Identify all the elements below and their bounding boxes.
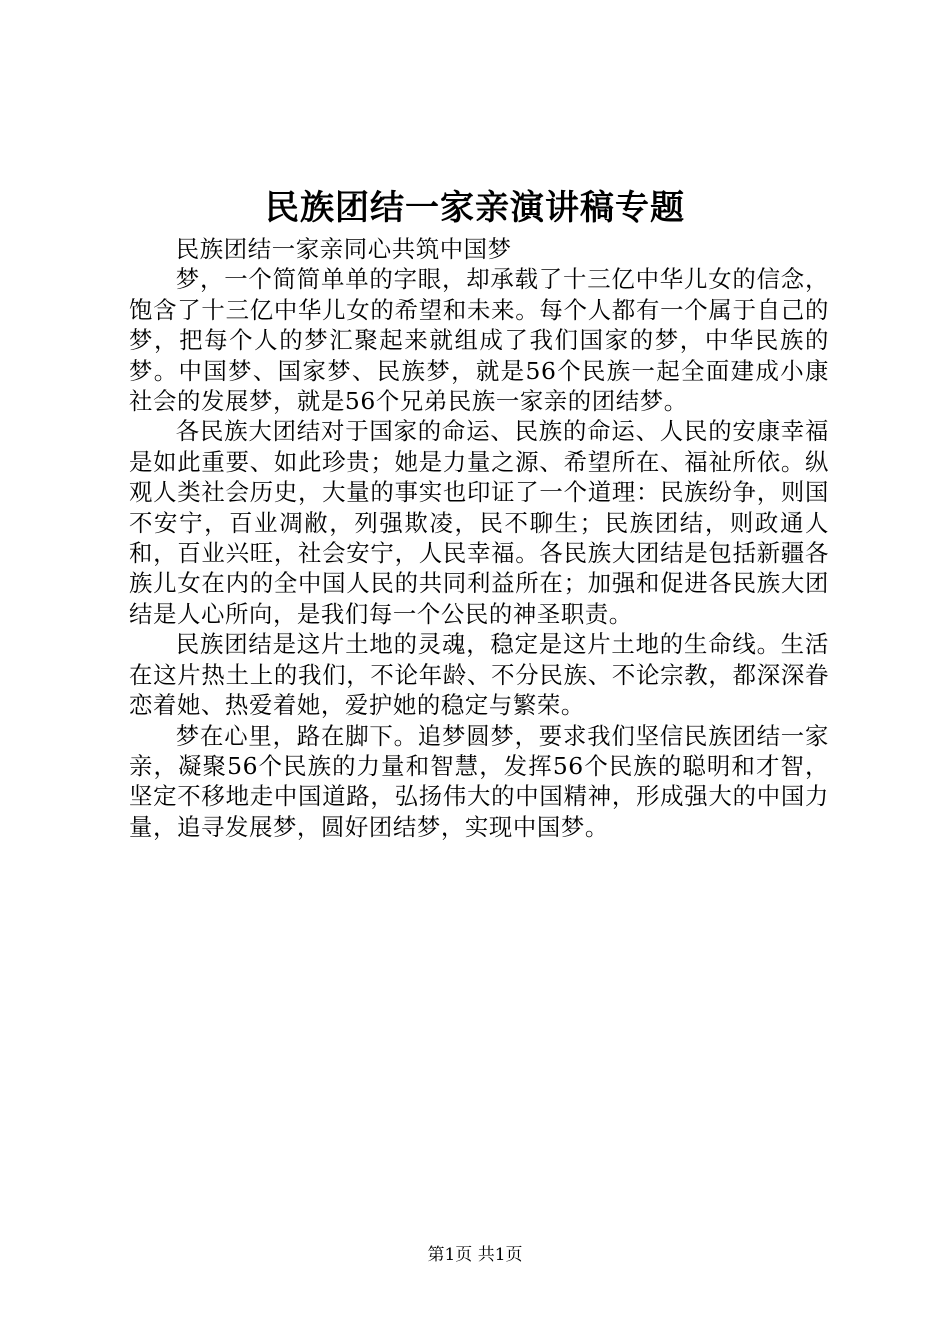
paragraph: 梦在心里，路在脚下。追梦圆梦，要求我们坚信民族团结一家亲，凝聚56个民族的力量和智慧，发挥56个民族的聪明和才智，坚定不移地走中国道路，弘扬伟大的中国精神，形成强大的中国力量，追寻发展梦，圆好团结梦，实现中国梦。 [129,721,829,841]
paragraph-subtitle: 民族团结一家亲同心共筑中国梦 [175,235,512,263]
paragraph: 各民族大团结对于国家的命运、民族的命运、人民的安康幸福是如此重要、如此珍贵；她是力量之源、希望所在、福祉所依。纵观人类社会历史，大量的事实也印证了一个道理：民族纷争，则国不安宁，百业凋敝，列强欺凌，民不聊生；民族团结，则政通人和，百业兴旺，社会安宁，人民幸福。各民族大团结是包括新疆各族儿女在内的全中国人民的共同利益所在；加强和促进各民族大团结是人心所向，是我们每一个公民的神圣职责。 [129,417,829,628]
paragraph: 民族团结是这片土地的灵魂，稳定是这片土地的生命线。生活在这片热土上的我们，不论年龄、不分民族、不论宗教，都深深眷恋着她、热爱着她，爱护她的稳定与繁荣。 [129,630,829,720]
document-title: 民族团结一家亲演讲稿专题 [265,188,685,228]
page-footer: 第1页 共1页 [427,1245,523,1265]
document-body [129,234,829,842]
paragraph: 梦，一个简简单单的字眼，却承载了十三亿中华儿女的信念，饱含了十三亿中华儿女的希望和未来。每个人都有一个属于自己的梦，把每个人的梦汇聚起来就组成了我们国家的梦，中华民族的梦。中国梦、国家梦、民族梦，就是56个民族一起全面建成小康社会的发展梦，就是56个兄弟民族一家亲的团结梦。 [129,265,829,416]
